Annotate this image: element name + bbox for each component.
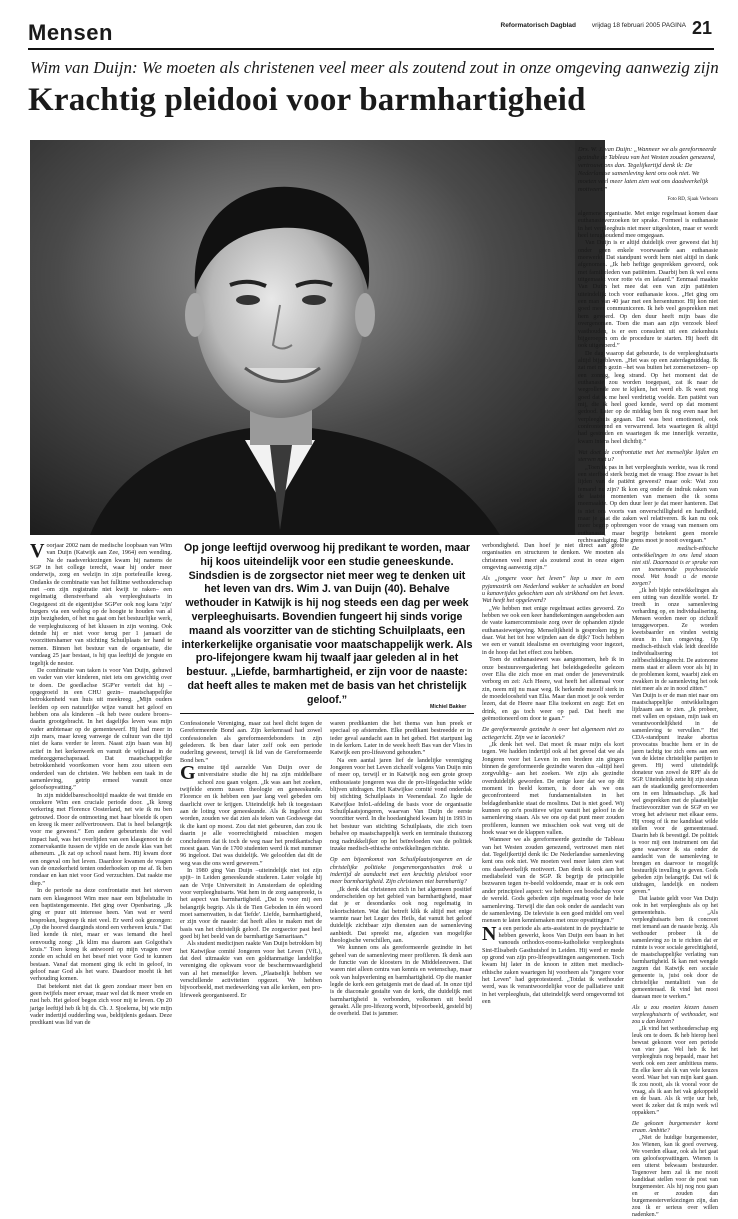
pull-quote-rule [180, 713, 474, 714]
page-number: 21 [691, 18, 712, 38]
dropcap: V [30, 540, 45, 562]
paper-name: Reformatorisch Dagblad [500, 22, 576, 29]
paragraph: „Ik vind het wethouderschap erg leuk om te doen. Ik heb hierop heel bewust gekozen voor een periode van vier jaar. Wel heb ik het verpleeghuis nog bepaald, maar het werk ook een zeer ambitieus mens. En elke keer als ik van vele keuzes word. Waar het van mijn kant gaan. Ik zou nooit, als ik vooral voor de vraag, als ik aan het vak gekoppeld en de baan. Als ik vrije uur heb, weet ik zeker dat ik mijn werk wil oppakken.” [632, 1026, 718, 1116]
paragraph: algemene organisatie. Met enige regelmaat komen daar euthanasieverzoeken ter sprake. Formeel is euthanasie in het verpleeghuis niet meer uitgesloten, maar er wordt heel terughoudend mee omgegaan. [578, 210, 718, 240]
paragraph: verbondigheid. Dan hoef je niet direct aan grote organisaties en structuren te denken. We moeten als christenen veel meer als zoutend zout in onze eigen omgeving aanwezig zijn.” [482, 542, 624, 572]
paragraph: Na een periode als arts-assistent in de psychiatrie te hebben gewerkt, koos Van Duijn een baan in het vanouds orthodox-rooms-katholieke verpleeghuis Sint-Elisabeth Gasthuishof in Leiden. Hij werd er mede op grond van zijn pro-lifeopvattingen aangenomen. Toch kwam hij later in de knoon te zitten met medisch-ethische zaken waartegen hij voorheen als "jongere voor het Leven" had geprotesteerd. „Totdat ik wethouder werd, was ik verantwoordelijke voor de palliatieve unit in het verpleeghuis, dat uiteindelijk werd omgevormd tot een [482, 922, 624, 1005]
column-2 [180, 720, 322, 1052]
portrait-illustration [30, 140, 575, 535]
paragraph: In de periode na deze confrontatie met het sterven nam een klasgenoot Wim mee naar een bijbelstudie in een baptistengemeente. Het ging over Openbaring. „Ik ging er puur uit interesse heen. Van wat er werd besproken, begreep ik niet veel. Er werd ook gezongen: „Op die hoorvd daarginds stond een verheven kruis.” Dat lied kende ik niet, maar er was iemand die heel eenvoudig zong: „Ik klim ma daarom aan Golgotha's kruis.” Toen kreeg ik antwoord op mijn vragen over zonde en schuld en het besef niet voor God te kunnen bestaan. Vanaf dat moment ging ik echt in geloof, in geloof naar God als het ware. Daardoor moeht ik het verhouding komen. [30, 887, 172, 983]
paragraph: De combinatie van taken is voor Van Duijn, gehuwd en vader van vier kinderen, niet iets om gewichtig over te doen. De goedlachse SGP'er vertelt dat hij –opgegroeid in een CHU gezin– maatschappelijke betrokkenheid van huis uit meekreeg. „Mijn ouders leefden op een natuurlijke wijze vanuit het geloof en hebben ons als kinderen –ik heb twee oudere broers– daarin grootgebracht. In het dagelijks leven was mijn vader ambtenaar op de gementewerf. Hij had meer in zijn mars, maar kreeg vanwege de cultuur van die tijd niet de kans verder te leren. Naast zijn baan was hij actief in het kerkenwerk en vanuit de wijkraad in de medezeggenschapsraad. Dat maatschappelijke betrokkenheid voortkomen voor hem zou uiteen een onderdeel van de christen. We hebben een taak in de samenleving, getrip ermeel vanuit onze geloofsopvatting.” [30, 666, 172, 792]
question: Als „jongere voor het leven” liep u mee in een pyjamastrik om Nederland wakker te schudden en bond u kanavrijdes gekochten aan als strikband om het leven. Wat heeft het opgeleverd? [482, 575, 624, 605]
paragraph: In zijn middelbareschooltijd maakte de wat timide en onzekere Wim een cruciale periode door. „Ik kreeg verkering met Florence Oosterland, net wie ik nu ben getrouwd. Door de ontmoeting met haar bloeide ik open en kreeg ik meer zelfvertrouwen. Dat is heel belangrijk voor me geweest.” Een andere gebeurtenis die veel impact had, was het overlijden van een klasgenoot in de zomervakantie tussen de vijfde en de zesde klas van het atheneum. „Ik zat op school naast hem. Hij kwam door een ongeval om het leven. Daardoor kwamen de vragen van de onzekerheid tenten onderhoeken op me af. Ik ben rondaar en kan niet voor God verzuchten. Dat raakte me diep.” [30, 791, 172, 887]
paragraph: We kunnen ons als gereformeerde gezindte in het geheel van de samenleving meer profileren. Ik denk aan de functie van de kloosters in de Middeleeuwen. Dat waren niet alleen centra van kennis en wetenschap, maar ook van hulpverlening en barmhartigheid. Op die manier legde de kerk een getuigenis met de daad af. In onze tijd is de diaconale gestalte van de kerk, die duidelijk met barmhartigheid is verbonden, volkomen uit beeld geraakt. Alle pro-lifezorg wordt, bijvoorbeeld, gesteld bij de overheid. Dat is jammer. [330, 944, 472, 1018]
headline: Krachtig pleidooi voor barmhartigheid [28, 82, 586, 118]
paragraph: „Ik denk het wel. Dat moet ik maar mijn els kort tegen. We hadden indertijd ook al het gevoel dat we als Jongeren voor het Leven in een bredere zin gingen binnen de gereformeerde gezindte waren dus –altijd heel zorgvuldig– aan het zoeken. We zijn als gezindte overduidelijk geworden. De enige keer dat we op dit moment in beeld komen, is door als we ons geconfronteerd met fundamentalisten in het beldagdenbankie staat de moslims. Dat is niet goed. Wij kunnen op zo'n positieve wijze vanuit het geloof in de samenleving staan. Als we ons op dat punt meer zouden profileren, kunnen we misschien ook wat verg uit de hoek waar we de klappen vallen. [482, 740, 624, 837]
dropcap: G [180, 762, 196, 785]
paragraph: Van Duijn is er de man niet naar om maatschappelijke ontwikkelingen lijdzaam aan te zien. „Ik probeer, met vallen en opstaan, mijn taak en verantwoordelijkheid in de samenleving te vervullen.” Het CDA-standpunt inzake abortus provocatus brachte hem er in de jaren tachtig toe zich eens aan een van de kleine christelijke partijen te geven. Hij werd uiteindelijk donateur van zowel de RPF als de SGP. Uiteindelijk zette hij zijn steun aan de staatkundig gereformeerden om in een lidmaatschap. „Ik had wel gesprekken met de plaatselijke fractievoorzitter van de SGP en we vroeg het adviseur met elkaar eens. Hij vroeg of ik me kandidaat wilde stellen voor de gemeenteraad. Daarin heb ik bevestigd. De politiek is voor mij een instrument om dat gene waarvoor ik sta onder de aandacht van de samenleving te brengen en daarvoor te mogelijk bestuurlijk invulling te geven. Gods gebeden zijn belangrijk. Dat wil ik uitdragen, landelijk en nodeen geven.” [632, 693, 718, 895]
paragraph: Van Duijn is er altijd duidelijk over geweest dat hij onder geen enkele voorwaarde aan euthanasie meewerkt. Dat standpunt wordt hem niet altijd in dank afgenomen. „Ik heb heftige gesprekken gevoerd, ook met familieleden van patiënten. Daarbij ben ik wel eens uitgemaakt voor rotte vis en lafaard.” Eenmaal maakte Van Duijn het mee dat een van zijn patiënten uiteindelijk toch voor euthanasie koos. „Het ging om een man van 40 jaar met een hersentumor. Hij kon niet goed meer communiceren. Ik heb veel gesprekken met hem gevoerd. Op den duur heeft mijn baas die overgenomen. Toen die man aan zijn verzoek bleef vasthouden, is er een consulent uit een ziekenhuis bijgeroepen om de procedure te starten. Hij heeft dit ook uitgevoerd.” [578, 239, 718, 350]
dropcap: N [482, 922, 497, 945]
issue-date: vrijdag 18 februari 2005 PAGINA [591, 22, 686, 29]
paragraph: Voorjaar 2002 nam de medische loopbaan van Wim van Duijn (Katwijk aan Zee, 1964) een wending. Na de raadsverkiezingen kwam hij namens de SGP in het college terecht, waar hij onder meer onderwijs, zorg en welzijn in zijn portefeuille kreeg. Ondanks de combinatie van het fulltime wethouderschap met –om zijn registratie niet kwijt te raken– een regelmatig dienstverband als verpleeghuisarts in Oegstgeest zit de eigentijdse SGP'er ook nog kans 'zijn' burgers via een weblog op de hoogte te houden van al zijn bezigheden, of het nu gaat om het bestuurlijke werk, de verpleghuiszorg of het klussen in zijn woning. Ook deinde hij er niet voor terug per 1 januari de voorzittershamer van stichting Schuilplaats ter hand te nemen. Binnen het bestuur van de organisatie, die vandaag 25 jaar bestaat, is hij qua leeftijd de jongste en tegelijk de nestor. [30, 540, 172, 667]
paragraph: waren predikanten die het thema van hun preek er speciaal op afstemden. Elke predikant bestreedde er in ieder geval aandacht aan in het gebed. Het startpunt lag in de kerken. Later in de week heeft Bas van der Vlies in Katwijk een pro-lifeavond gehouden.” [330, 720, 472, 757]
column-4 [482, 542, 624, 1052]
column-1 [30, 542, 172, 1052]
question: De medisch-ethische ontwikkelingen in ons land staan niet stil. Daarnaast is er sprake van een toenemende psychosociale nood. Wat houdt u de meeste zorgen? [632, 546, 718, 587]
pull-quote: Op jonge leeftijd overwoog hij predikant te worden, maar hij koos uiteindelijk voor een studie geneeskunde. Sindsdien is de zorgsector niet meer weg te denken uit het leven van drs. Wim J. van Duijn (40). Behalve wethouder in Katwijk is hij nog steeds een dag per week verpleeghuisarts. Bovendien fungeert hij sinds vorige maand als voorzitter van de stichting Schuilplaats, een interkerkelijke organisatie voor maatschappelijk werk. Als pro-lifejongere kwam hij twaalf jaar geleden al in het bestuur. „Liefde, barmhartigheid, er zijn voor de naaste: dat heeft alles te maken met de basis van het christelijk geloof.” [181, 542, 473, 706]
paragraph: „Niet de huidige burgemeester, Jos Wienen, kan ik goed overweg. We voerden elkaar, ook als het gaat om geloofsopvattingen. Wienen is een uiterst bekwaam bestuurder. Tegenover hem zal ik me nooit kandidaat stellen voor de post van burgemeester. Als hij nog nou gaan en er zouden dan burgemeesterverkiezingen zijn, dan zou ik er serieus over willen nadenken.” [632, 1135, 718, 1218]
photo-credit: Foto RD, Sjaak Verboom [667, 197, 718, 202]
paragraph: In 1980 ging Van Duijn –uiteindelijk niet tot zijn spijt– in Leiden geneeskunde studeren. Later volgde hij aan de Vrije Universiteit in Amsterdam de opleiding voor verpleeghuisarts. Wat hem in de zorg aanspreekt, is het aspect van barmhartigheid. „Dat is voor mij een belangrijk begrip. Als ik de Tien Geboden in één woord moet samenvatten, is dat 'liefde'. Liefde, barmhartigheid, er zijn voor de naaste: dat heeft alles te maken met de basis van het christelijk geloof. De zorgsector past heel goed bij het beeld van de barmhartige Samaritaan.” [180, 866, 322, 940]
paragraph: „We hebben met enige regelmaat acties gevoerd. Zo hebben we ook een keer handtekeningen aangeboden aan de vaste kamercommissie zorg over de ophanden zijnde euthanasiewetgeving. Menselijkheid is gesproken ing je daar. Wat het tot hoe wijnden aan de dijk? Toch hebben we een er vanuit idealisme en overtuiging voor ingezet, in de hoop dat het effect zou hebben. [482, 604, 624, 656]
question: Wat doet de confrontatie met het menselijke lijden en sterven met u? [578, 449, 718, 464]
paragraph: De dag waarop dat gebeurde, is de verpleeghuisarts altijd bijgebleven. „Het was op een zaterdagmiddag. Ik zat met m'n gezin –het was buiten het zomerseizoen– op een zonnig, leeg strand. Op het moment dat de euthanasie zou worden toegepast, zat ik naar de wegrollende zee te kijken, het werd eb. Ik weet nog goed dat ik me heel verdrietig voelde. Een patiënt van mij, die ik heel goed kende, werd op dat moment gedood. Later op de middag ben ik nog even naar het verpleeghuis gegaan. Dat was best emotioneel, ook confronterend en verwarrend. Iets waartegen ik altijd had gestreden en waartegen ik me innerlijk verzette, kwam intens heel dichtbij.” [578, 349, 718, 445]
paragraph: Als student medicijnen raakte Van Duijn betrokken bij het Katwijkse comité Jongeren voor het Leven (VfL), dat deel uitmaakte van een goldtanmatige landelijke vereniging die opkwam voor de beschermwaardigheid van al het menselijke leven. „Plaatselijk hebben we verschillende activiteiten opgezet. We hebben bijvoorbeeld, met medewerking van alle kerken, een pro-lifeweek georganiseerd. Er [180, 940, 322, 999]
column-right-bottom [632, 542, 718, 1218]
caption-text: Drs. W. J. van Duijn: „Wanneer we als gereformeerde gezindte de Tableau van het Westen zouden genezend, vertrouwt ons dan. Tegelijkertijd denk ik: De Nederlandse samenleving kent ons ook niet. We moeten veel meer laten zien wat ons daadwerkelijk motiveert.” [578, 146, 717, 193]
section-label: Mensen [28, 20, 113, 45]
author-byline: Michiel Bakker [430, 704, 467, 710]
paragraph: „Ik denk dat christenen zich in het algemeen positief onderscheiden op het gebied van barmhartigheid, maar dat je er desondanks ook nog regelmatig in tekortschieten. Wat dat betreft klik ik altijd met enige warmte naar het Leger des Heils, dat vanuit het geloof duidelijk zichtbaar zijn diensten aan de samenleving aanbiedt. Dat spreekt me, afgezien van mogelijke theologische verschillen, aan. [330, 885, 472, 944]
header-meta [501, 22, 687, 29]
question: De gekozen burgemeester komt eraan. Ambitie? [632, 1121, 718, 1134]
portrait-photo [30, 140, 605, 535]
paragraph: Genuine tijd aarzelde Van Duijn over de universitaire studie die hij na zijn middelbare school zou gaan volgen. „Ik was aan het zoeken, twijfelde enorm tussen theologie en geneeskunde. Florence en ik hebben een jaar lang veel gebeden om daarlicht over te krijgen. Uiteindelijk heb ik toegestaan aan de loting voor geneeskunde. Als ik ingeloot zou worden, zouden we dat zien als teken van Godswege dat ik die kant op moest. Zou dat niet gebeuren, dan zou ik daarin je alle voorrechtigheid misschien mogen concluderen dat ik toch de weg naar het predikantschap moest gaan. Van de 1700 studenten werd ik met nummer 96 ingeloot. Dat was duidelijk. We geloofden dat dit de weg was die ons werd geweven.” [180, 762, 322, 867]
column-right-top [578, 210, 718, 545]
paragraph: „Toen ik pas in het verpleeghuis werkte, was ik rond een sterfbed sterk bezig met de vraag: Hoe zwaar is het lijden van de patiënt geweest? maar ook: Wat zou iemand nu zijn? Ik kon erg onder de indruk raken van de laatste momenten van mensen die ik soms meemaakte. Op den duur leer je dat meer hanteren. Dat is niet om voorts van onverschilligheid en hardheid, maar je gaat die zaken wel relativeren. Ik kan nu ook meer begrip opbrengen voor de vraag van mensen om euthanasie, maar begrijp betekent geen morele rechtvaardiging. Die grens moet je nooit overgaan.” [578, 463, 718, 545]
kicker: Wim van Duijn: We moeten als christenen veel meer als zoutend zout in onze omgeving aanwezig zijn [30, 58, 719, 77]
paragraph: Confessionele Vereniging, maar zat heel dicht tegen de Gereformeerde Bond aan. Zijn kerkenraad had zowel confessionelen als gereformeerdebonders in zijn gelederen. Ik ben daar later zelf ook een periode ouderling geweest, terwijl ik lid van de Gereformeerde Bond ben.” [180, 720, 322, 764]
question: Als u zou moeten kiezen tussen verpleeghuisarts of wethouder, wat zou u dan kiezen? [632, 1005, 718, 1025]
paragraph: Wanneer we als gereformeerde gezindte de Tableau van het Westen zouden genezend, vertrouwt men niet dat. Tegelijkertijd denk ik: De Nederlandse samenleving kent ons ook niet. We moeten veel meer laten zien wat ons daadwerkelijk motiveert. Dan denk ik ook aan het mediabeleid van de SGP. Ik begrijp de principiële bezwaren tegen tv-beeld voldoende, maar er is ook een ander principieel aspect: we hebben een boodschap voor de wereld. Gods gebeden zijn regelmatig voor de hele samenleving. Terwijl die dan ook onder de aandacht van de samenleving. De televisie is een goed middel om veel mensen te laten kennismaken met onze opvattingen.” [482, 836, 624, 925]
paragraph: „Ik heb bijde ontwikkelingen als een uiting van dezelfde wortel. Er treedt in onze samenleving verharding op, en individualisering. Mensen worden meer op zichzelf teruggeworpen. Ze worden kwetsbaarder en vinden weinig steun in hun omgeving. Op medisch-ethisch vlak leidt dezelfde individualisering tot zelfbeschikkingsrecht. De autonome mens staat er alleen voor als hij in de problemen komt, waarbij ziek en zwakken in de samenleving het ook niet meer als ze in nood zitten.” [632, 588, 718, 692]
paragraph: Dat betekent niet dat ik geen zondaar meer ben en geen twijfels meer ervaar, maar wel dat ik meer vrede en rust heb. Het geloof begon zich voor mij te leven. Op 20 jarige leeftijd heb ik bij ds. Ch. J. Sjoelema, bij wie mijn vader indertijd oudderling was, beldijdenis gedaan. Deze predikant was lid van de [30, 982, 172, 1027]
paragraph: Na een aantal jaren lief de landelijke vereniging Jongeren voor het Leven zichzelf volgens Van Duijn min of meer op, terwijl er in Katwijk nog een grote groep enthousiaste jongeren was die de pro-lifegedachte wilde blijven uitdragen. Het Katwijkse comité vond onderdak bij stichting Schuilplaats in Veenendaal. Zo ligde de Katwijkse InfoL-afdeling de basis voor de organisatie Schuilplaatsjongeren, waarvan Van Duijn de eerste voorzitter werd. In die hoedanigheid kwam hij in 1993 in het bestuur van stichting Schuilplaats, die zich toen behalve op maatschappelijk werk en terminale thuiszorg nog nadrukkelijker op het beïnvloeden van de politiek inzake medisch-ethische ontwikkelingen richtte. [330, 756, 472, 852]
photo-caption [578, 146, 718, 204]
header-rule [28, 48, 714, 50]
paragraph: Toen de euthanasiewet was aangenomen, heb ik in onze bestuursvergadering het beleidsgedeelte gelezen over Elia die zich moe en mat onder de jeneverstruik verborg en zei: Ach Heere, wat heeft het allemaal voor zin, neem mij nu maar weg. Ik herkende mezelf sterk in de moedeloosheid van Elia. Maar dan moet je ook verder lezen, dat de Heere naar Elia toekomt en zegt: Eet en drink, en ga toch weer op pad. Dat heeft me geëmotioneerd om door te gaan.” [482, 656, 624, 722]
paragraph: Dat laatste geldt voor Van Duijn ook in het verpleeghuis als op het gemeentehuis. „Als verpleeghuisarts ben ik concreet met iemand aan de naaste bezig. Als wethouder probeer ik de samenleving zo in te richten dat er ruimte is voor sociale gerechtigheid, de maatschappelijke verlating van barmhartigheid. Ik kan met wengde zegzen dat Katwijk een sociale gemeente is, juist ook door de christelijke mentaliteit van de gemeenteraad. Ik vind het mooi daaraan mee te werken.” [632, 896, 718, 1000]
column-3 [330, 720, 472, 1052]
question: Op een bijeenkomst van Schuilplaatsjongeren en de christelijke politieke jongerenorganisaties trok u indertijd de aandacht met een krachtig pleidooi voor meer barmhartigheid. Zijn christenen niet barmhartig? [330, 856, 472, 886]
question: De gereformeerde gezindte is over het algemeen niet zo actiegericht. Zijn we te laconiek? [482, 726, 624, 741]
